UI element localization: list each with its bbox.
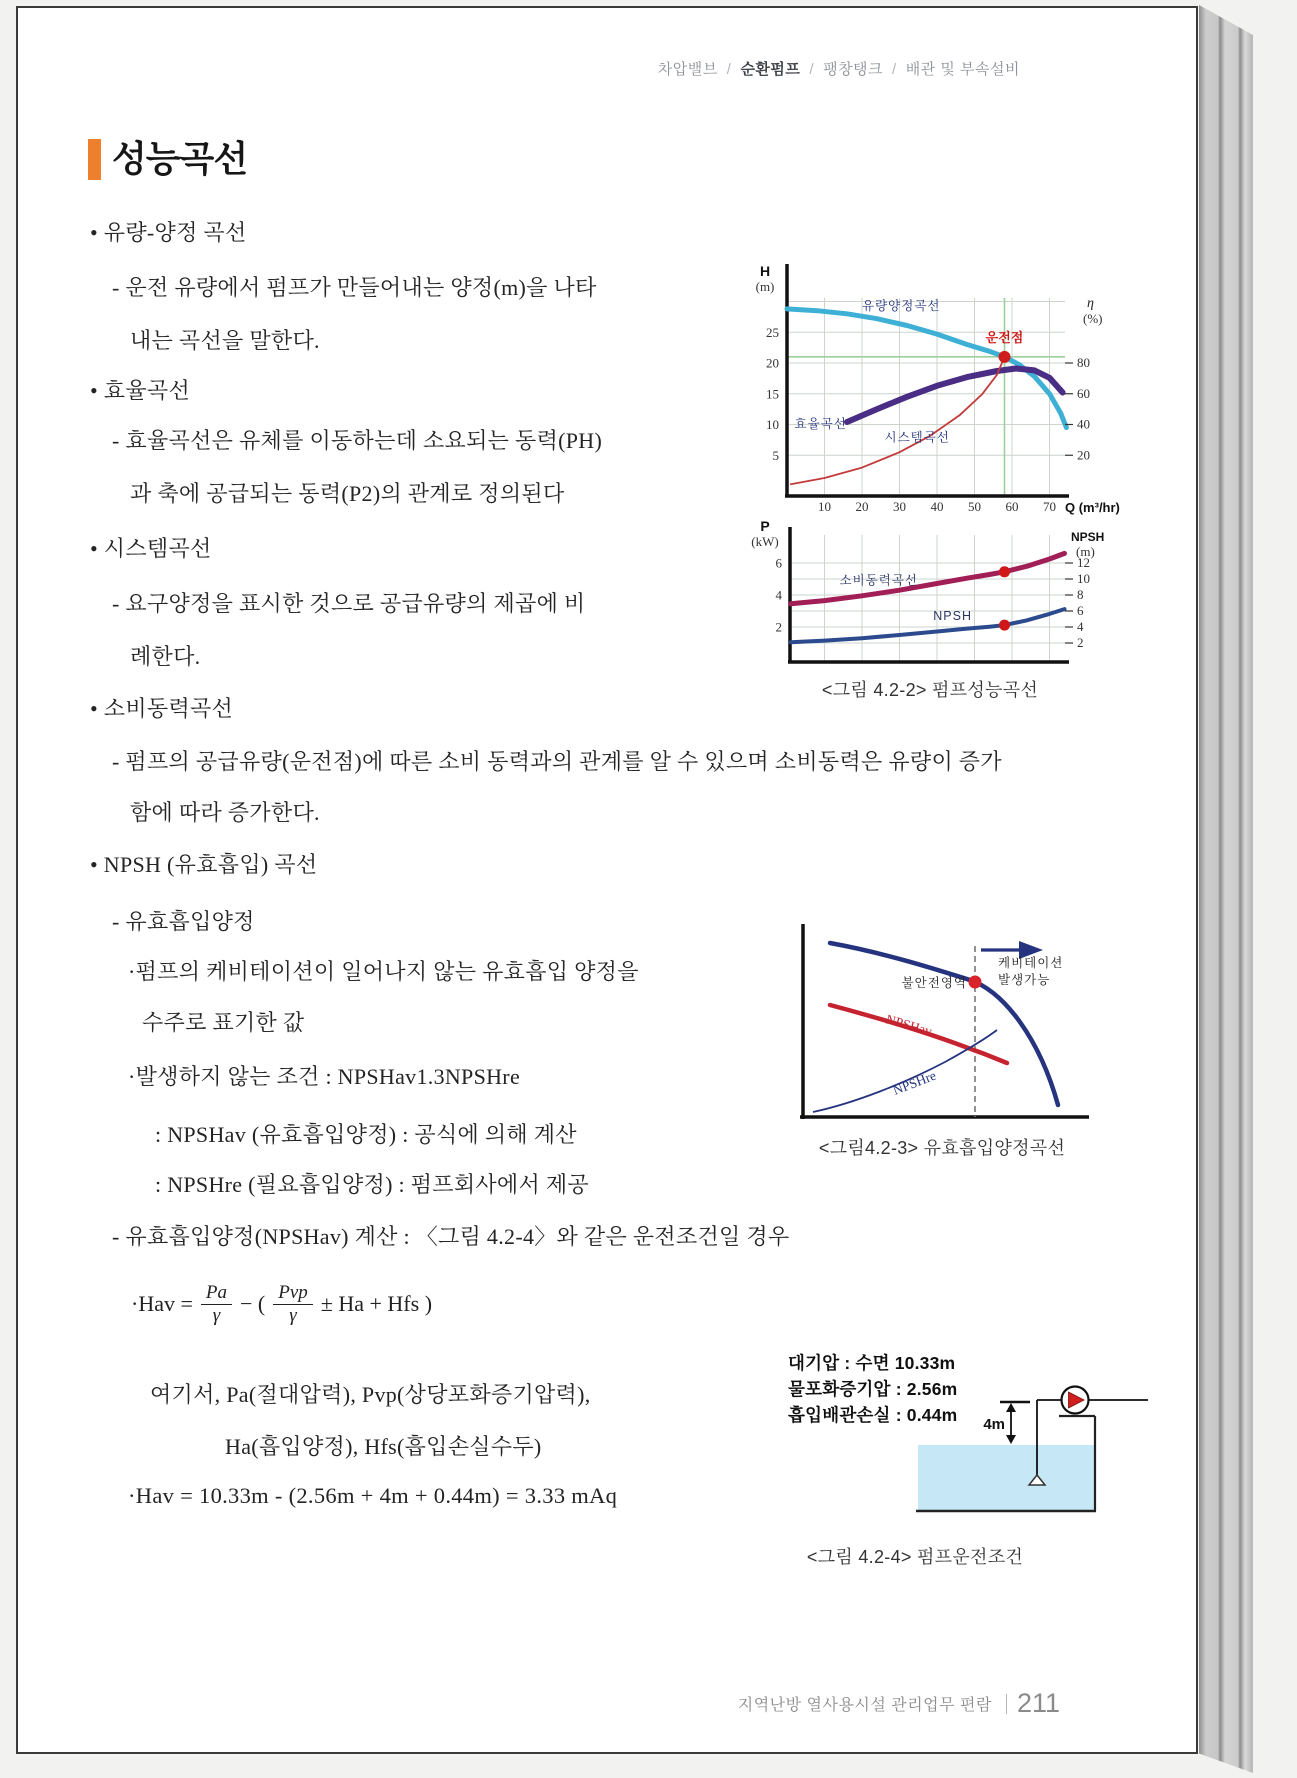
text-line: : NPSHre (필요흡입양정) : 펌프회사에서 제공 — [155, 1172, 589, 1197]
text-line: ·펌프의 케비테이션이 일어나지 않는 유효흡입 양정을 — [128, 959, 639, 984]
text-line: • 소비동력곡선 — [90, 696, 234, 721]
text-line: • 효율곡선 — [90, 378, 191, 403]
curve-marker — [999, 566, 1010, 577]
npsh-curve-diagram — [795, 920, 1095, 1125]
right-tick-label: 6 — [1077, 603, 1084, 618]
y-axis-unit: (m) — [755, 279, 775, 294]
unsafe-point-marker — [969, 976, 982, 989]
right-tick-label: 20 — [1077, 447, 1090, 463]
text-line: 내는 곡선을 말한다. — [130, 328, 320, 353]
breadcrumb-item: 배관 및 부속설비 — [905, 61, 1020, 78]
y-tick-label: 15 — [766, 386, 779, 402]
right-axis-title: NPSH — [1071, 530, 1105, 544]
page-footer — [640, 1688, 1060, 1719]
breadcrumb — [560, 58, 1020, 79]
page-number: 211 — [1016, 1688, 1060, 1718]
y-tick-label: 6 — [775, 555, 782, 571]
x-tick-label: 50 — [968, 499, 981, 514]
text-line: - 요구양정을 표시한 것으로 공급유량의 제곱에 비 — [112, 591, 586, 616]
series-curve — [791, 609, 1065, 642]
breadcrumb-separator: / — [809, 61, 815, 78]
x-tick-label: 20 — [855, 499, 869, 514]
condition-value-line: 대기압 : 수면 10.33m — [788, 1353, 956, 1373]
text-line: : NPSHav (유효흡입양정) : 공식에 의해 계산 — [155, 1122, 577, 1147]
y-tick-label: 2 — [775, 619, 782, 635]
right-axis-title: η — [1087, 296, 1094, 311]
x-tick-label: 70 — [1043, 499, 1056, 514]
text-line: - 유효흡입양정 — [112, 909, 255, 934]
right-tick-label: 60 — [1077, 385, 1090, 401]
y-tick-label: 4 — [775, 587, 782, 603]
text-line: • NPSH (유효흡입) 곡선 — [90, 852, 318, 877]
figure-caption-424: <그림 4.2-4> 펌프운전조건 — [806, 1547, 1024, 1567]
right-tick-label: 12 — [1077, 555, 1090, 570]
series-label: 소비동력곡선 — [839, 573, 918, 588]
book-fore-edge — [1199, 5, 1253, 1773]
title-accent-bar — [88, 139, 101, 180]
formula-tail: ± Ha + Hfs ) — [320, 1291, 433, 1317]
breadcrumb-item: 차압밸브 — [657, 61, 718, 78]
y-tick-label: 20 — [766, 355, 779, 371]
x-tick-label: 30 — [893, 499, 906, 514]
height-arrow-top — [1006, 1403, 1016, 1412]
footer-divider — [1006, 1694, 1007, 1714]
figure-caption-423: <그림4.2-3> 유효흡입양정곡선 — [818, 1138, 1066, 1158]
fraction-pvp-gamma: $\frac{\text{Pvp}}{\gamma}$ — [273, 1282, 313, 1327]
x-tick-label: 10 — [818, 499, 831, 514]
y-tick-label: 5 — [772, 447, 779, 463]
unsafe-zone-label: 불안전영역 — [901, 976, 967, 990]
text-line: 례한다. — [130, 644, 201, 669]
book-title: 지역난방 열사용시설 관리업무 편람 — [737, 1697, 992, 1714]
text-line: • 시스템곡선 — [90, 536, 212, 561]
text-line: 수주로 표기한 값 — [142, 1010, 305, 1035]
series-label: 효율곡선 — [794, 417, 847, 432]
text-line: ·발생하지 않는 조건 : NPSHav1.3NPSHre — [128, 1064, 521, 1089]
condition-value-line: 물포화증기압 : 2.56m — [788, 1379, 958, 1399]
right-tick-label: 10 — [1077, 571, 1090, 586]
y-tick-label: 10 — [766, 417, 779, 432]
fraction-pa-gamma: $\frac{Pa}{\gamma}$ — [201, 1282, 232, 1327]
x-axis-title: Q (m³/hr) — [1065, 500, 1120, 515]
height-label: 4m — [983, 1416, 1005, 1433]
right-tick-label: 8 — [1077, 587, 1084, 602]
condition-value-line: 흡입배관손실 : 0.44m — [788, 1405, 958, 1425]
npshav-formula — [128, 1282, 435, 1327]
cavitation-label-1: 케비테이션 — [998, 956, 1064, 970]
y-axis-unit: (kW) — [751, 534, 779, 549]
npshav-label: NPSHav — [884, 1011, 934, 1039]
y-tick-label: 25 — [766, 324, 779, 340]
text-line: - 펌프의 공급유량(운전점)에 따른 소비 동력과의 관계를 알 수 있으며 소비동력은 유량이 증가 — [112, 749, 1002, 774]
formula-result-line: ·Hav = 10.33m - (2.56m + 4m + 0.44m) = 3.33 mAq — [128, 1483, 618, 1508]
pump-performance-chart-top — [735, 250, 1135, 520]
npshre-curve — [813, 1030, 997, 1112]
series-curve — [847, 369, 1063, 423]
height-arrow-bottom — [1006, 1435, 1016, 1444]
series-label: 시스템곡선 — [884, 430, 950, 445]
x-tick-label: 40 — [930, 499, 944, 514]
operating-point-label: 운전점 — [985, 329, 1024, 345]
text-line: 함에 따라 증가한다. — [130, 800, 320, 825]
series-label: NPSH — [933, 608, 972, 623]
curve-marker — [999, 620, 1010, 631]
water-tank — [918, 1445, 1095, 1511]
text-line: - 효율곡선은 유체를 이동하는데 소요되는 동력(PH) — [112, 428, 603, 453]
figure-caption-422: <그림 4.2-2> 펌프성능곡선 — [821, 680, 1039, 700]
text-line: 과 축에 공급되는 동력(P2)의 관계로 정의된다 — [130, 481, 565, 506]
pump-performance-chart-bottom — [735, 515, 1135, 690]
text-line: - 유효흡입양정(NPSHav) 계산 : 〈그림 4.2-4〉와 같은 운전조건일 경우 — [112, 1224, 790, 1249]
y-axis-title: P — [760, 518, 770, 534]
formula-mid: − ( — [240, 1291, 266, 1317]
y-axis-title: H — [759, 263, 771, 279]
page-title: 성능곡선 — [112, 138, 248, 179]
breadcrumb-item: 팽창탱크 — [823, 61, 884, 78]
pump-tank-diagram — [905, 1382, 1150, 1534]
right-axis-unit: (%) — [1083, 311, 1103, 326]
series-label: 유량양정곡선 — [862, 299, 941, 314]
text-line: • 유량-양정 곡선 — [90, 220, 247, 245]
formula-where-line: Ha(흡입양정), Hfs(흡입손실수두) — [225, 1434, 542, 1459]
x-tick-label: 60 — [1005, 499, 1019, 514]
formula-lead: ·Hav = — [131, 1291, 193, 1317]
right-axis-unit: (m) — [1076, 544, 1095, 559]
right-tick-label: 2 — [1077, 635, 1084, 650]
formula-where-line: 여기서, Pa(절대압력), Pvp(상당포화증기압력), — [150, 1382, 591, 1407]
right-tick-label: 80 — [1077, 355, 1090, 370]
breadcrumb-separator: / — [726, 61, 732, 78]
text-line: - 운전 유량에서 펌프가 만들어내는 양정(m)을 나타 — [112, 275, 597, 300]
breadcrumb-item: 순환펌프 — [740, 61, 801, 78]
breadcrumb-separator: / — [892, 61, 897, 78]
operating-point-marker — [999, 351, 1011, 363]
right-tick-label: 4 — [1077, 619, 1084, 634]
cavitation-label-2: 발생가능 — [998, 973, 1051, 987]
npshre-label: NPSHre — [890, 1067, 939, 1098]
right-tick-label: 40 — [1077, 416, 1090, 432]
